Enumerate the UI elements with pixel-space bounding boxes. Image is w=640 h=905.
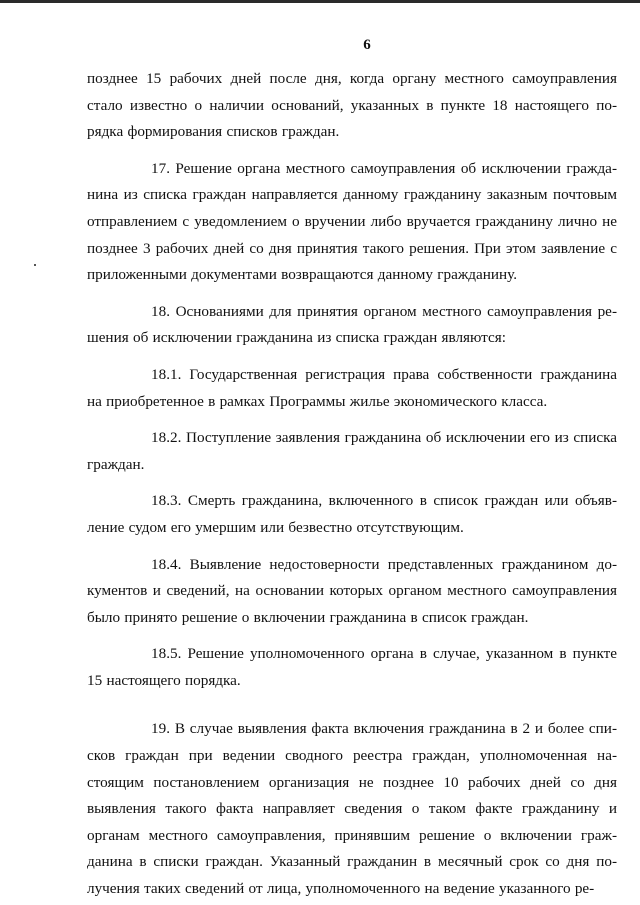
paragraph-continuation: позднее 15 рабочих дней после дня, когда органу местного самоуправления стало известно о наличии оснований, указанных в пункте 18 настоящего порядка формирования списков граждан. <box>87 70 617 141</box>
paragraph-18-2: 18.2. Поступление заявления гражданина об исключении его из списка граждан. <box>87 429 617 473</box>
paragraph-18-3: 18.3. Смерть гражданина, включенного в список граждан или объявление судом его умершим или безвестно отсутствующим. <box>87 492 617 536</box>
paragraph-18: 18. Основаниями для принятия органом местного самоуправления решения об исключении гражданина из списка граждан являются: <box>87 302 617 347</box>
paragraph-17: 17. Решение органа местного самоуправления об исключении гражданина из списка граждан направляется данному гражданину заказным почтовым отправлением с уведомлением о вручении либо вручается гражданину лично не позднее 3 рабочих дней со дня принятия такого решения. При этом заявление с приложенными документами возвращаются данному гражданину. <box>87 159 617 284</box>
document-page <box>87 34 617 903</box>
margin-speck <box>34 264 36 266</box>
top-border-rule <box>0 0 640 3</box>
paragraph-18-5: 18.5. Решение уполномоченного органа в случае, указанном в пункте 15 настоящего порядка. <box>87 645 617 689</box>
paragraph-18-1: 18.1. Государственная регистрация права собственности гражданина на приобретенное в рамках Программы жилье экономического класса. <box>87 365 617 410</box>
paragraph-18-4: 18.4. Выявление недостоверности представленных гражданином документов и сведений, на основании которых органом местного самоуправления было принято решение о включении гражданина в список граждан. <box>87 555 617 626</box>
page-number: 6 <box>363 37 371 53</box>
paragraph-19: 19. В случае выявления факта включения гражданина в 2 и более списков граждан при ведении сводного реестра граждан, уполномоченная настоящим постановлением организация не позднее 10 рабочих дней со дня выявления такого факта направляет сведения о таком факте гражданину и органам местного самоуправления, принявшим решение о включении гражданина в списки граждан. Указанный гражданин в месячный срок со дня получения таких сведений от лица, уполномоченного на ведение указанного ре- <box>87 720 617 898</box>
